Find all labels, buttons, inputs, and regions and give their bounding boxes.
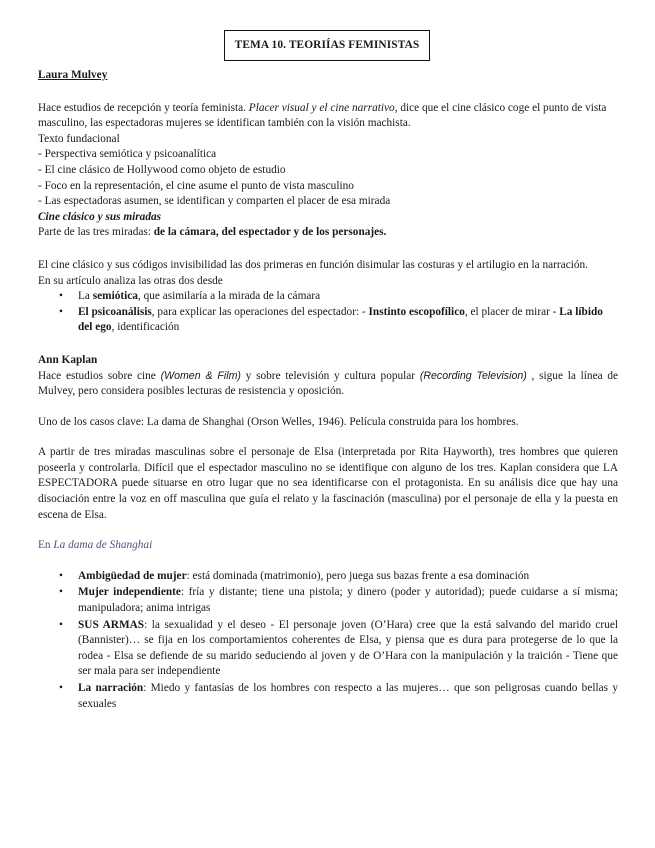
en-dama-line: En La dama de Shanghai	[38, 539, 153, 552]
subheading-cine-clasico: Cine clásico y sus miradas	[38, 210, 162, 223]
list-item: • Mujer independiente: fría y distante; tiene una pistola; y dinero (poder y autoridad); puede cuidarse a sí misma; manipuladora; anima intrigas	[59, 586, 618, 615]
kaplan-bullet-list	[38, 569, 618, 712]
section-heading-mulvey: Laura Mulvey	[38, 69, 108, 81]
document-body	[38, 68, 618, 712]
mulvey-bullet-list	[38, 289, 618, 336]
document-title: TEMA 10. TEORIÍAS FEMINISTAS	[224, 30, 430, 61]
kaplan-p3: A partir de tres miradas masculinas sobre el personaje de Elsa (interpretada por Rita Hayworth), tres hombres que quieren poseerla y controlarla. Difícil que el espectador masculino no se identifique con alguno de los tres. Kaplan considera que LA ESPECTADORA puede situarse en otro lugar que no sea identificarse con el protagonista. En su análisis dice que hay una disociación entre la voz en off masculina que guía el relato y la fascinación (masculina) por el personaje de ella y la puesta en escena de Elsa.	[38, 446, 618, 521]
section-heading-kaplan: Ann Kaplan	[38, 353, 98, 366]
tres-miradas: Parte de las tres miradas: de la cámara, del espectador y de los personajes.	[38, 226, 387, 239]
kaplan-p1: Hace estudios sobre cine (Women & Film) y sobre televisión y cultura popular (Recording Television) , sigue la línea de Mulvey, pero considera posibles lecturas de resistencia y oposición.	[38, 369, 619, 398]
bullet-icon: •	[59, 586, 63, 599]
texto-fundacional: Texto fundacional	[38, 132, 120, 145]
bullet-icon: •	[59, 290, 63, 303]
list-item: • El psicoanálisis, para explicar las operaciones del espectador: - Instinto escopofílico, el placer de mirar - La líbido del ego, identificación	[59, 305, 603, 334]
dash-item: - El cine clásico de Hollywood como objeto de estudio	[38, 163, 286, 176]
dash-item: - Foco en la representación, el cine asume el punto de vista masculino	[38, 179, 354, 192]
articulo-line: En su artículo analiza las otras dos desde	[38, 274, 223, 287]
dash-item: - Perspectiva semiótica y psicoanalítica	[38, 148, 217, 161]
codigos-paragraph: El cine clásico y sus códigos invisibilidad las dos primeras en función disimular las costuras y el artilugio en la narración.	[38, 258, 588, 271]
list-item: • SUS ARMAS: la sexualidad y el deseo - El personaje joven (O’Hara) cree que la está salvando del marido cruel (Bannister)… se fija en los comportamientos coherentes de Elsa, y piensa que es dura para protegerse de lo que la rodea - Elsa se defiende de su marido seduciendo al joven y de O’Hara con la manipulación y la traición - Tiene que ser mala para ser independiente	[59, 618, 618, 678]
list-item: • La narración: Miedo y fantasías de los hombres con respecto a las mujeres… que son peligrosas cuando bellas y sexuales	[59, 682, 618, 710]
kaplan-p2: Uno de los casos clave: La dama de Shanghai (Orson Welles, 1946). Película construida para los hombres.	[38, 415, 519, 428]
bullet-icon: •	[59, 305, 63, 318]
bullet-icon: •	[59, 569, 63, 582]
list-item: • La semiótica, que asimilaría a la mirada de la cámara	[38, 289, 618, 305]
dash-item: - Las espectadoras asumen, se identifican y comparten el placer de esa mirada	[38, 195, 391, 208]
mulvey-intro: Hace estudios de recepción y teoría feminista. Placer visual y el cine narrativo, dice que el cine clásico coge el punto de vista masculino, las espectadoras mujeres se identifican también con la visión machista.	[38, 101, 607, 130]
list-item: • Ambigüedad de mujer: está dominada (matrimonio), pero juega sus bazas frente a esa dominación	[38, 569, 618, 585]
bullet-icon: •	[59, 618, 63, 631]
bullet-icon: •	[59, 682, 63, 694]
